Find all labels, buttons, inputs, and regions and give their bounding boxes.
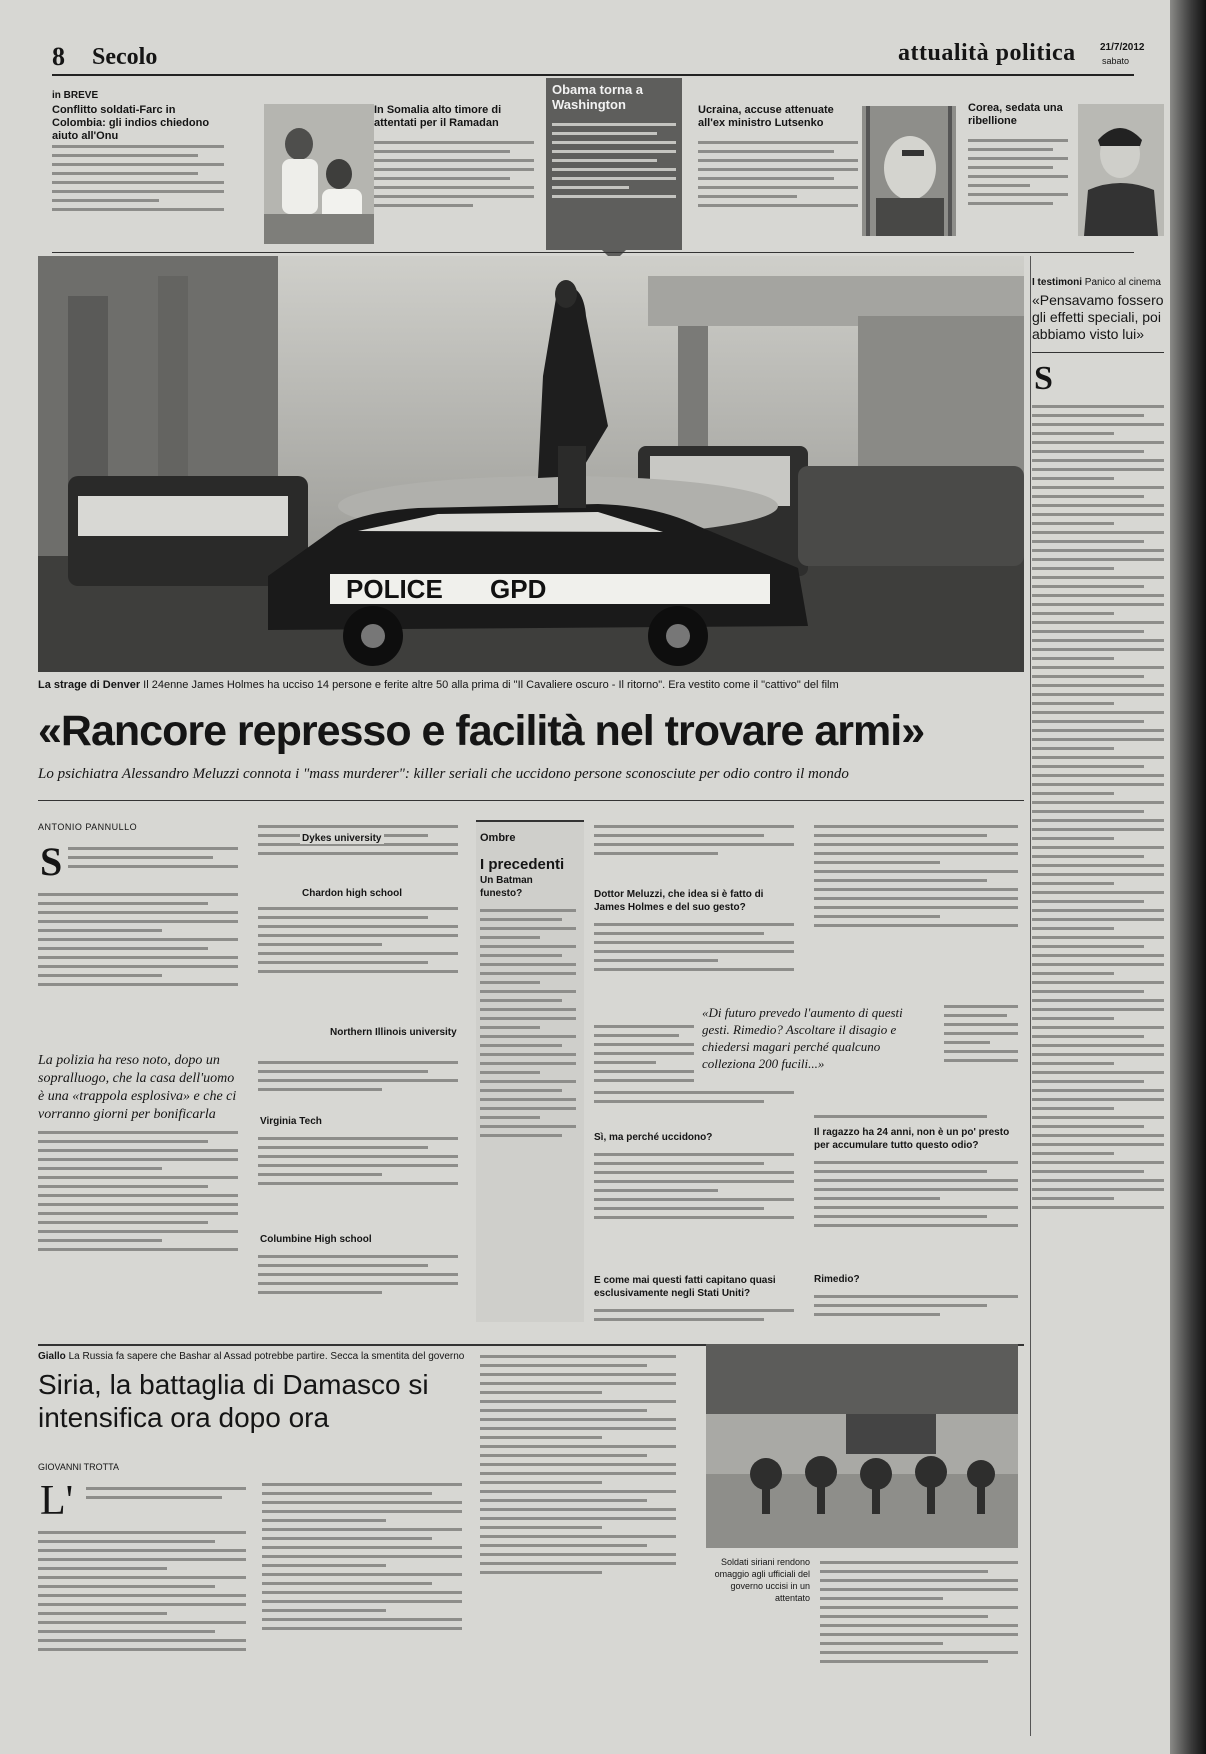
brief-4-title: Ucraina, accuse attenuate all'ex ministro Lutsenko: [698, 104, 834, 129]
brief-1-title: Conflitto soldati-Farc in Colombia: gli indios chiedono aiuto all'Onu: [52, 104, 210, 142]
issue-day: sabato: [1102, 56, 1130, 66]
main-subhead: Lo psichiatra Alessandro Meluzzi connota i "mass murderer": killer seriali che uccidono persone sconosciute per odio contro il mondo: [38, 766, 849, 782]
right-kicker-line: [1032, 276, 1164, 289]
photo-caption: [38, 678, 1028, 692]
brief-1-body: [52, 140, 224, 246]
sidebar-kicker: Ombre: [480, 832, 516, 844]
main-headline: «Rancore represso e facilità nel trovare armi»: [38, 707, 925, 755]
paper-name: Secolo: [92, 44, 158, 70]
police-text: POLICE: [346, 574, 443, 604]
right-drop-cap: S: [1034, 360, 1053, 397]
highlight-chardon: Chardon high school: [302, 888, 402, 899]
col-2-body-b: [258, 902, 458, 1030]
syria-kicker-text: La Russia fa sapere che Bashar al Assad potrebbe partire. Secca la smentita del governo: [68, 1351, 465, 1362]
col-4-body-a: [814, 820, 1018, 998]
highlight-columbine: Columbine High school: [260, 1234, 372, 1245]
pull-quote-2: «Di futuro prevedo l'aumento di questi gesti. Rimedio? Ascoltare il disagio e chiedersi magari perché qualcuno colleziona 200 fucili...»: [702, 1000, 932, 1076]
col-4-body-d: [814, 1156, 1018, 1274]
drop-cap: S: [40, 839, 63, 884]
col-2-body-e: [258, 1250, 458, 1338]
syria-kicker: Giallo: [38, 1351, 66, 1362]
syria-byline: GIOVANNI TROTTA: [38, 1462, 120, 1472]
col-3-body-d: [594, 1086, 794, 1126]
page-fold-shadow: [1170, 0, 1206, 1754]
col-3-body-f: [594, 1304, 794, 1332]
right-quote: «Pensavamo fossero gli effetti speciali, poi abbiamo visto lui»: [1032, 292, 1164, 342]
brief-5-body: [968, 134, 1068, 246]
col-1-top: [68, 842, 238, 886]
brief-2-title: In Somalia alto timore di attentati per il Ramadan: [374, 104, 502, 129]
syria-headline: Siria, la battaglia di Damasco si intensifica ora dopo ora: [38, 1369, 429, 1433]
syria-col-3: [480, 1350, 676, 1740]
col-2-body-a: [258, 820, 458, 876]
col-2-body-c: [258, 1056, 458, 1116]
brief-3-title: Obama torna a Washington: [552, 82, 644, 112]
sidebar-title: I precedenti: [480, 856, 565, 873]
brief-5-title: Corea, sedata una ribellione: [968, 102, 1063, 127]
highlight-northern-illinois: Northern Illinois university: [330, 1027, 457, 1038]
question-3: E come mai questi fatti capitano quasi esclusivamente negli Stati Uniti?: [594, 1275, 776, 1299]
caption-kicker: La strage di Denver: [38, 679, 141, 691]
pull-quote-1: La polizia ha reso noto, dopo un sopralluogo, che la casa dell'uomo è una «trappola esplosiva» e che ci vorranno giorni per bonificarla: [38, 1053, 237, 1122]
syria-drop-cap: L': [40, 1478, 74, 1524]
gpd-text: GPD: [490, 574, 547, 604]
col-3-body-e: [594, 1148, 794, 1272]
col-1-bottom: [38, 1126, 238, 1338]
right-kicker-text: Panico al cinema: [1084, 277, 1161, 288]
main-photo: [38, 256, 1024, 672]
syria-photo: [706, 1344, 1018, 1548]
brief-2-body: [374, 136, 534, 246]
main-byline: ANTONIO PANNULLO: [38, 822, 138, 832]
syria-col-1b: [38, 1526, 246, 1740]
sidebar-body: [480, 904, 576, 1308]
brief-3-body: [552, 118, 676, 246]
syria-col-1: [86, 1482, 246, 1522]
sidebar-subtitle: Un Batman funesto?: [480, 875, 533, 899]
col-4-body-e: [814, 1290, 1018, 1332]
page-number: 8: [52, 42, 65, 71]
right-column-body: [1032, 400, 1164, 1740]
question-4: Il ragazzo ha 24 anni, non è un po' presto per accumulare tutto questo odio?: [814, 1127, 1010, 1151]
caption-text: Il 24enne James Holmes ha ucciso 14 persone e ferite altre 50 alla prima di "Il Cavaliere oscuro - Il ritorno". Era vestito come il "cattivo" del film: [143, 679, 839, 691]
section-title: attualità politica: [898, 40, 1076, 66]
briefs-label: in BREVE: [52, 90, 99, 101]
issue-date: 21/7/2012: [1100, 42, 1145, 53]
brief-4-body: [698, 136, 858, 246]
brief-5-photo: [1078, 104, 1164, 236]
question-1: Dottor Meluzzi, che idea si è fatto di James Holmes e del suo gesto?: [594, 889, 764, 913]
syria-col-2: [262, 1478, 462, 1740]
question-2: Sì, ma perché uccidono?: [594, 1132, 713, 1143]
brief-1-photo: [264, 104, 374, 244]
syria-photo-caption: Soldati siriani rendono omaggio agli ufficiali del governo uccisi in un attentato: [714, 1557, 810, 1603]
col-1-body: [38, 888, 238, 1050]
question-5: Rimedio?: [814, 1274, 860, 1285]
syria-col-4: [820, 1556, 1018, 1740]
col-4-body-b: [944, 1000, 1018, 1110]
highlight-virginia-tech: Virginia Tech: [260, 1116, 322, 1127]
brief-4-photo: [862, 106, 956, 236]
right-kicker: I testimoni: [1032, 277, 1083, 288]
col-4-body-c: [814, 1110, 1018, 1122]
col-2-body-d: [258, 1132, 458, 1232]
col-3-body-a: [594, 820, 794, 880]
highlight-dykes: Dykes university: [302, 833, 382, 844]
